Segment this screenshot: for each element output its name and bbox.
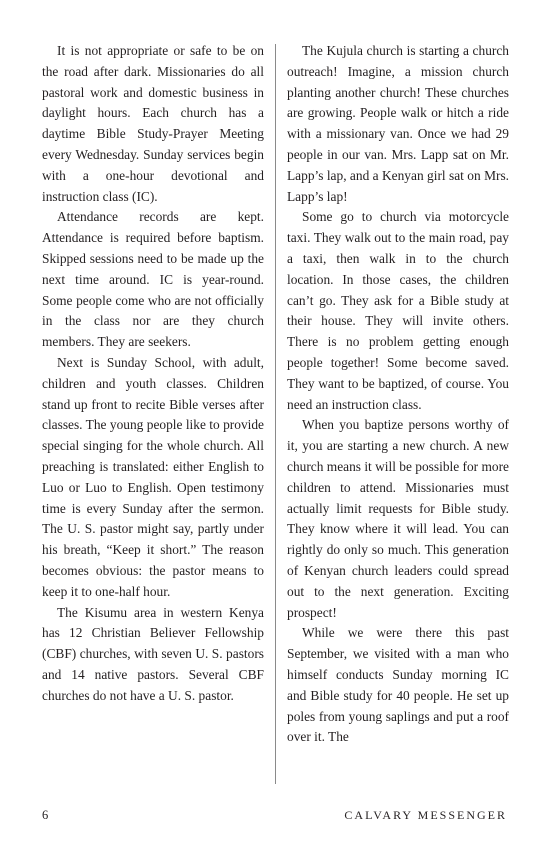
- paragraph-kujula-church: The Kujula church is starting a church outreach! Imagine, a mission church planting another church! These churches are growing. People walk or hitch a ride with a missionary van. Once we had 29 people in our van. Mrs. Lapp sat on Mr. Lapp’s lap, and a Kenyan girl sat on Mrs. Lapp’s lap!: [287, 43, 509, 204]
- paragraph-september-visit: While we were there this past September, we visited with a man who himself conducts Sunday morning IC and Bible study for 40 people. He set up poles from young saplings and put a roof over it. The: [287, 625, 509, 745]
- paragraph-motorcycle-taxi: Some go to church via motorcycle taxi. They walk out to the main road, pay a taxi, then walk in to the church location. In those cases, the children can’t go. They ask for a Bible study at their house. They will invite others. There is no problem getting enough people together! Some become saved. They want to be baptized, of course. You need an instruction class.: [287, 209, 509, 412]
- paragraph-attendance: Attendance records are kept. Attendance is required before baptism. Skipped sessions need to be made up the next time around. IC is year-round. Some people come who are not officially in the class nor are they church members. They are seekers.: [42, 209, 264, 350]
- column-divider: [275, 44, 276, 784]
- paragraph-daylight-hours: It is not appropriate or safe to be on the road after dark. Missionaries do all pastoral work and domestic business in daylight hours. Each church has a daytime Bible Study-Prayer Meeting every Wednesday. Sunday services begin with a one-hour devotional and instruction class (IC).: [42, 43, 264, 204]
- paragraph-baptize: When you baptize persons worthy of it, you are starting a new church. A new church means it will be possible for more children to attend. Missionaries must actually limit requests for Bible study. They know where it will lead. You can rightly do only so much. This generation of Kenyan church leaders could spread out to the next generation. Exciting prospect!: [287, 417, 510, 620]
- paragraph-sunday-school: Next is Sunday School, with adult, children and youth classes. Children stand up front to recite Bible verses after classes. The young people like to provide special singing for the whole church. All preaching is translated: either English to Luo or Luo to English. Open testimony time is every Sunday after the sermon. The U. S. pastor might say, partly under his breath, “Keep it short.” The reason becomes obvious: the pastor means to keep it to one-half hour.: [42, 354, 264, 599]
- left-column: [42, 41, 264, 707]
- paragraph-kisumu-area: The Kisumu area in western Kenya has 12 Christian Believer Fellowship (CBF) churches, with seven U. S. pastors and 14 native pastors. Several CBF churches do not have a U. S. pastor.: [42, 604, 264, 703]
- right-column: [287, 41, 509, 748]
- running-title: CALVARY MESSENGER: [344, 808, 507, 822]
- page-number: 6: [42, 808, 49, 822]
